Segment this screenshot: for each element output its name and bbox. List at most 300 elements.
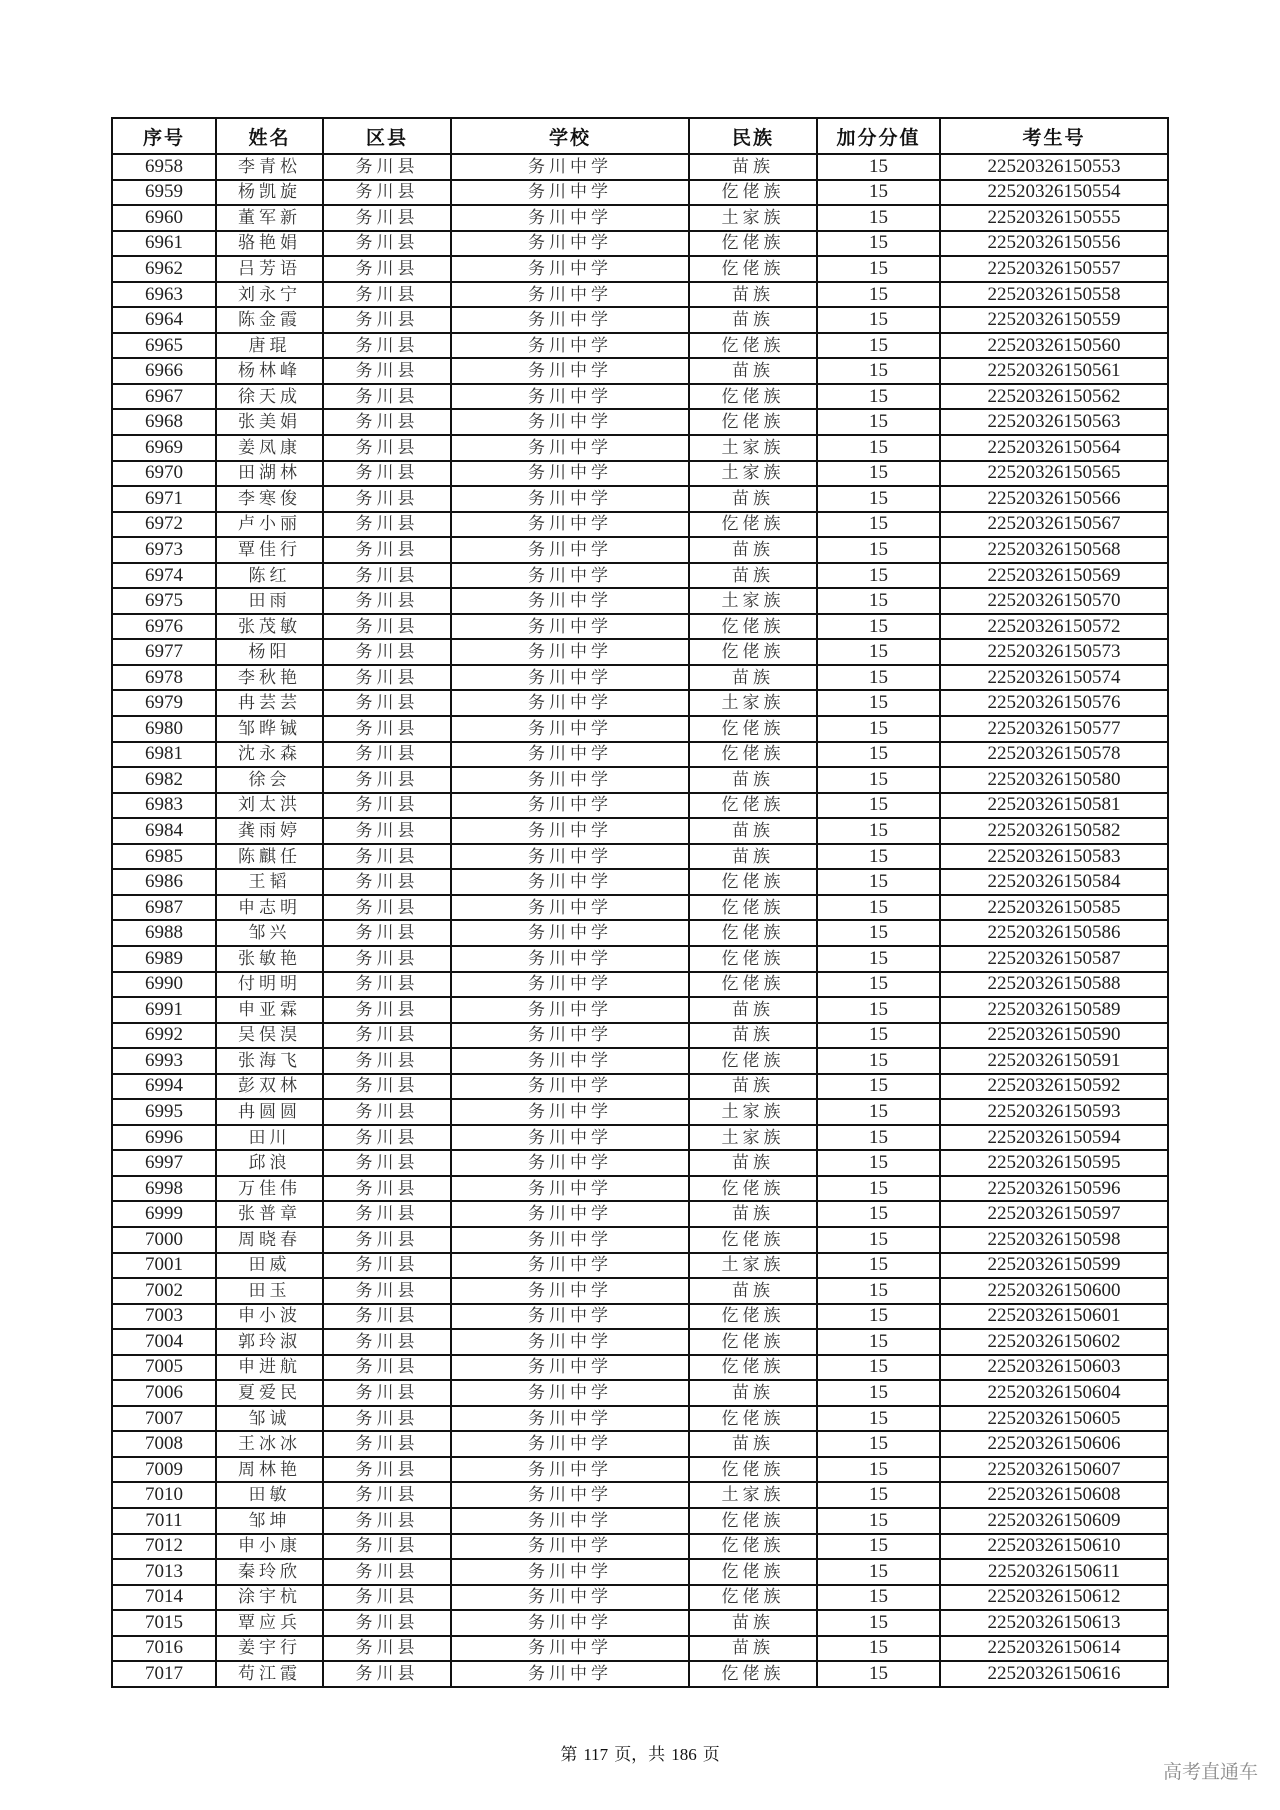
cell-school: 务川中学 (451, 639, 689, 665)
table-row (112, 1023, 1168, 1049)
header-county: 区县 (323, 118, 451, 154)
cell-name: 董军新 (216, 205, 323, 231)
cell-school: 务川中学 (451, 435, 689, 461)
table-body (112, 154, 1168, 1687)
cell-ethnicity: 仡佬族 (689, 1329, 817, 1355)
cell-county: 务川县 (323, 1406, 451, 1432)
cell-county: 务川县 (323, 1636, 451, 1662)
cell-exam-id: 22520326150594 (940, 1125, 1168, 1151)
cell-name: 彭双林 (216, 1074, 323, 1100)
cell-ethnicity: 苗族 (689, 1023, 817, 1049)
cell-school: 务川中学 (451, 614, 689, 640)
cell-ethnicity: 土家族 (689, 588, 817, 614)
cell-name: 张普章 (216, 1201, 323, 1227)
cell-exam-id: 22520326150588 (940, 972, 1168, 998)
cell-bonus: 15 (817, 486, 940, 512)
cell-school: 务川中学 (451, 1534, 689, 1560)
cell-county: 务川县 (323, 1585, 451, 1611)
cell-ethnicity: 仡佬族 (689, 639, 817, 665)
table-row (112, 563, 1168, 589)
table-row (112, 818, 1168, 844)
cell-ethnicity: 苗族 (689, 563, 817, 589)
cell-seq: 7000 (112, 1227, 216, 1253)
cell-name: 秦玲欣 (216, 1559, 323, 1585)
cell-school: 务川中学 (451, 1253, 689, 1279)
cell-county: 务川县 (323, 588, 451, 614)
cell-county: 务川县 (323, 1534, 451, 1560)
cell-bonus: 15 (817, 1661, 940, 1687)
table-row (112, 1585, 1168, 1611)
cell-county: 务川县 (323, 231, 451, 257)
cell-ethnicity: 苗族 (689, 1610, 817, 1636)
cell-county: 务川县 (323, 1023, 451, 1049)
table-row (112, 1559, 1168, 1585)
cell-exam-id: 22520326150599 (940, 1253, 1168, 1279)
cell-ethnicity: 仡佬族 (689, 409, 817, 435)
current-page: 117 (583, 1745, 609, 1764)
cell-exam-id: 22520326150555 (940, 205, 1168, 231)
cell-seq: 6998 (112, 1176, 216, 1202)
table-row (112, 180, 1168, 206)
cell-seq: 6983 (112, 793, 216, 819)
cell-school: 务川中学 (451, 1278, 689, 1304)
cell-exam-id: 22520326150565 (940, 461, 1168, 487)
cell-county: 务川县 (323, 384, 451, 410)
cell-ethnicity: 仡佬族 (689, 384, 817, 410)
table-row (112, 1661, 1168, 1687)
cell-county: 务川县 (323, 1253, 451, 1279)
table-row (112, 1099, 1168, 1125)
table-row (112, 614, 1168, 640)
table-row (112, 1150, 1168, 1176)
cell-seq: 6976 (112, 614, 216, 640)
cell-ethnicity: 仡佬族 (689, 333, 817, 359)
cell-seq: 6966 (112, 358, 216, 384)
cell-school: 务川中学 (451, 818, 689, 844)
cell-school: 务川中学 (451, 1201, 689, 1227)
cell-exam-id: 22520326150558 (940, 282, 1168, 308)
cell-county: 务川县 (323, 409, 451, 435)
cell-exam-id: 22520326150583 (940, 844, 1168, 870)
cell-exam-id: 22520326150592 (940, 1074, 1168, 1100)
cell-county: 务川县 (323, 435, 451, 461)
cell-school: 务川中学 (451, 1099, 689, 1125)
cell-name: 李秋艳 (216, 665, 323, 691)
cell-bonus: 15 (817, 1534, 940, 1560)
cell-seq: 7004 (112, 1329, 216, 1355)
header-seq: 序号 (112, 118, 216, 154)
cell-seq: 7015 (112, 1610, 216, 1636)
cell-seq: 6990 (112, 972, 216, 998)
cell-seq: 7014 (112, 1585, 216, 1611)
header-ethnicity: 民族 (689, 118, 817, 154)
table-row (112, 384, 1168, 410)
cell-seq: 6979 (112, 690, 216, 716)
table-row (112, 512, 1168, 538)
cell-county: 务川县 (323, 1329, 451, 1355)
table-row (112, 307, 1168, 333)
cell-seq: 6978 (112, 665, 216, 691)
cell-seq: 6965 (112, 333, 216, 359)
cell-seq: 6964 (112, 307, 216, 333)
cell-school: 务川中学 (451, 1559, 689, 1585)
cell-seq: 7016 (112, 1636, 216, 1662)
cell-county: 务川县 (323, 1099, 451, 1125)
cell-exam-id: 22520326150611 (940, 1559, 1168, 1585)
cell-name: 龚雨婷 (216, 818, 323, 844)
cell-seq: 6958 (112, 154, 216, 180)
cell-ethnicity: 仡佬族 (689, 1534, 817, 1560)
cell-exam-id: 22520326150596 (940, 1176, 1168, 1202)
cell-seq: 7008 (112, 1431, 216, 1457)
cell-school: 务川中学 (451, 1023, 689, 1049)
cell-ethnicity: 苗族 (689, 1150, 817, 1176)
cell-county: 务川县 (323, 895, 451, 921)
cell-name: 刘永宁 (216, 282, 323, 308)
cell-school: 务川中学 (451, 512, 689, 538)
cell-county: 务川县 (323, 1380, 451, 1406)
table-row (112, 1610, 1168, 1636)
cell-seq: 7012 (112, 1534, 216, 1560)
cell-seq: 7007 (112, 1406, 216, 1432)
table-row (112, 997, 1168, 1023)
cell-school: 务川中学 (451, 231, 689, 257)
cell-school: 务川中学 (451, 1406, 689, 1432)
cell-seq: 6968 (112, 409, 216, 435)
table-row (112, 1329, 1168, 1355)
cell-name: 覃应兵 (216, 1610, 323, 1636)
table-row (112, 537, 1168, 563)
cell-seq: 7006 (112, 1380, 216, 1406)
cell-bonus: 15 (817, 1201, 940, 1227)
cell-exam-id: 22520326150607 (940, 1457, 1168, 1483)
cell-ethnicity: 苗族 (689, 537, 817, 563)
cell-name: 唐琨 (216, 333, 323, 359)
cell-exam-id: 22520326150610 (940, 1534, 1168, 1560)
cell-name: 邹晔铖 (216, 716, 323, 742)
cell-ethnicity: 土家族 (689, 1099, 817, 1125)
cell-ethnicity: 苗族 (689, 358, 817, 384)
cell-school: 务川中学 (451, 154, 689, 180)
cell-school: 务川中学 (451, 409, 689, 435)
cell-school: 务川中学 (451, 767, 689, 793)
cell-ethnicity: 仡佬族 (689, 1176, 817, 1202)
cell-school: 务川中学 (451, 1150, 689, 1176)
cell-bonus: 15 (817, 512, 940, 538)
cell-bonus: 15 (817, 844, 940, 870)
cell-bonus: 15 (817, 1150, 940, 1176)
cell-county: 务川县 (323, 486, 451, 512)
cell-school: 务川中学 (451, 665, 689, 691)
cell-seq: 6980 (112, 716, 216, 742)
cell-county: 务川县 (323, 1457, 451, 1483)
cell-county: 务川县 (323, 358, 451, 384)
cell-bonus: 15 (817, 1610, 940, 1636)
cell-exam-id: 22520326150570 (940, 588, 1168, 614)
candidate-table (111, 117, 1169, 1688)
cell-county: 务川县 (323, 1150, 451, 1176)
cell-bonus: 15 (817, 537, 940, 563)
cell-school: 务川中学 (451, 1048, 689, 1074)
table-row (112, 690, 1168, 716)
cell-seq: 6988 (112, 920, 216, 946)
cell-bonus: 15 (817, 665, 940, 691)
cell-ethnicity: 土家族 (689, 690, 817, 716)
table-row (112, 1508, 1168, 1534)
cell-county: 务川县 (323, 461, 451, 487)
table-row (112, 1201, 1168, 1227)
cell-name: 徐会 (216, 767, 323, 793)
cell-county: 务川县 (323, 333, 451, 359)
table-row (112, 1048, 1168, 1074)
cell-seq: 6984 (112, 818, 216, 844)
cell-county: 务川县 (323, 716, 451, 742)
cell-county: 务川县 (323, 180, 451, 206)
cell-ethnicity: 仡佬族 (689, 231, 817, 257)
cell-name: 杨林峰 (216, 358, 323, 384)
table-row (112, 358, 1168, 384)
cell-county: 务川县 (323, 767, 451, 793)
cell-county: 务川县 (323, 1355, 451, 1381)
cell-exam-id: 22520326150586 (940, 920, 1168, 946)
cell-school: 务川中学 (451, 1482, 689, 1508)
cell-name: 陈金霞 (216, 307, 323, 333)
cell-school: 务川中学 (451, 920, 689, 946)
cell-name: 陈红 (216, 563, 323, 589)
cell-ethnicity: 土家族 (689, 435, 817, 461)
cell-exam-id: 22520326150581 (940, 793, 1168, 819)
cell-name: 申亚霖 (216, 997, 323, 1023)
cell-county: 务川县 (323, 997, 451, 1023)
cell-exam-id: 22520326150554 (940, 180, 1168, 206)
cell-bonus: 15 (817, 435, 940, 461)
cell-ethnicity: 苗族 (689, 486, 817, 512)
table-row (112, 665, 1168, 691)
cell-county: 务川县 (323, 1508, 451, 1534)
table-row (112, 1125, 1168, 1151)
cell-name: 姜凤康 (216, 435, 323, 461)
cell-seq: 6969 (112, 435, 216, 461)
cell-ethnicity: 仡佬族 (689, 1304, 817, 1330)
cell-bonus: 15 (817, 1023, 940, 1049)
cell-ethnicity: 土家族 (689, 1125, 817, 1151)
cell-exam-id: 22520326150560 (940, 333, 1168, 359)
cell-bonus: 15 (817, 409, 940, 435)
cell-name: 邹坤 (216, 1508, 323, 1534)
table-row (112, 205, 1168, 231)
table-row (112, 742, 1168, 768)
cell-county: 务川县 (323, 1482, 451, 1508)
table-row (112, 920, 1168, 946)
cell-bonus: 15 (817, 1406, 940, 1432)
cell-bonus: 15 (817, 920, 940, 946)
header-bonus: 加分分值 (817, 118, 940, 154)
cell-seq: 6974 (112, 563, 216, 589)
cell-school: 务川中学 (451, 946, 689, 972)
cell-exam-id: 22520326150605 (940, 1406, 1168, 1432)
cell-ethnicity: 仡佬族 (689, 1457, 817, 1483)
cell-name: 申志明 (216, 895, 323, 921)
cell-school: 务川中学 (451, 716, 689, 742)
cell-seq: 6973 (112, 537, 216, 563)
cell-ethnicity: 仡佬族 (689, 1227, 817, 1253)
cell-ethnicity: 仡佬族 (689, 1355, 817, 1381)
cell-bonus: 15 (817, 231, 940, 257)
cell-county: 务川县 (323, 1176, 451, 1202)
cell-ethnicity: 仡佬族 (689, 1661, 817, 1687)
cell-ethnicity: 苗族 (689, 1431, 817, 1457)
cell-ethnicity: 苗族 (689, 1636, 817, 1662)
cell-county: 务川县 (323, 1125, 451, 1151)
cell-bonus: 15 (817, 1636, 940, 1662)
cell-name: 骆艳娟 (216, 231, 323, 257)
cell-name: 徐天成 (216, 384, 323, 410)
cell-bonus: 15 (817, 1457, 940, 1483)
table-row (112, 793, 1168, 819)
cell-name: 田玉 (216, 1278, 323, 1304)
cell-exam-id: 22520326150612 (940, 1585, 1168, 1611)
cell-seq: 6993 (112, 1048, 216, 1074)
cell-bonus: 15 (817, 793, 940, 819)
cell-county: 务川县 (323, 205, 451, 231)
cell-exam-id: 22520326150590 (940, 1023, 1168, 1049)
cell-seq: 7005 (112, 1355, 216, 1381)
cell-school: 务川中学 (451, 1125, 689, 1151)
cell-name: 王冰冰 (216, 1431, 323, 1457)
cell-county: 务川县 (323, 1201, 451, 1227)
cell-name: 李寒俊 (216, 486, 323, 512)
cell-seq: 6999 (112, 1201, 216, 1227)
cell-ethnicity: 仡佬族 (689, 972, 817, 998)
table-row (112, 1278, 1168, 1304)
cell-county: 务川县 (323, 1610, 451, 1636)
cell-bonus: 15 (817, 563, 940, 589)
cell-bonus: 15 (817, 1585, 940, 1611)
cell-exam-id: 22520326150568 (940, 537, 1168, 563)
cell-school: 务川中学 (451, 1329, 689, 1355)
cell-bonus: 15 (817, 282, 940, 308)
table-row (112, 1253, 1168, 1279)
cell-seq: 6959 (112, 180, 216, 206)
cell-school: 务川中学 (451, 205, 689, 231)
table-row (112, 895, 1168, 921)
cell-name: 李青松 (216, 154, 323, 180)
cell-ethnicity: 苗族 (689, 665, 817, 691)
cell-county: 务川县 (323, 154, 451, 180)
cell-school: 务川中学 (451, 1074, 689, 1100)
cell-ethnicity: 土家族 (689, 1253, 817, 1279)
table-row (112, 1304, 1168, 1330)
cell-seq: 6981 (112, 742, 216, 768)
cell-school: 务川中学 (451, 563, 689, 589)
page-mid: 页，共 (614, 1745, 666, 1764)
table-row (112, 1355, 1168, 1381)
cell-county: 务川县 (323, 537, 451, 563)
cell-seq: 6987 (112, 895, 216, 921)
cell-bonus: 15 (817, 461, 940, 487)
cell-ethnicity: 仡佬族 (689, 1585, 817, 1611)
cell-school: 务川中学 (451, 384, 689, 410)
cell-ethnicity: 仡佬族 (689, 1508, 817, 1534)
table-row (112, 1482, 1168, 1508)
table-header (112, 118, 1168, 154)
cell-seq: 7003 (112, 1304, 216, 1330)
cell-school: 务川中学 (451, 869, 689, 895)
cell-seq: 7002 (112, 1278, 216, 1304)
cell-school: 务川中学 (451, 972, 689, 998)
cell-bonus: 15 (817, 1431, 940, 1457)
cell-exam-id: 22520326150572 (940, 614, 1168, 640)
cell-ethnicity: 仡佬族 (689, 614, 817, 640)
cell-bonus: 15 (817, 818, 940, 844)
table-row (112, 1380, 1168, 1406)
cell-bonus: 15 (817, 767, 940, 793)
cell-bonus: 15 (817, 1227, 940, 1253)
table-row (112, 1176, 1168, 1202)
cell-bonus: 15 (817, 1099, 940, 1125)
cell-exam-id: 22520326150567 (940, 512, 1168, 538)
cell-exam-id: 22520326150609 (940, 1508, 1168, 1534)
cell-bonus: 15 (817, 716, 940, 742)
cell-ethnicity: 苗族 (689, 997, 817, 1023)
cell-school: 务川中学 (451, 1431, 689, 1457)
cell-school: 务川中学 (451, 997, 689, 1023)
cell-seq: 7017 (112, 1661, 216, 1687)
cell-exam-id: 22520326150589 (940, 997, 1168, 1023)
cell-bonus: 15 (817, 1048, 940, 1074)
cell-school: 务川中学 (451, 1585, 689, 1611)
cell-exam-id: 22520326150584 (940, 869, 1168, 895)
cell-exam-id: 22520326150578 (940, 742, 1168, 768)
cell-school: 务川中学 (451, 895, 689, 921)
cell-name: 姜宇行 (216, 1636, 323, 1662)
cell-seq: 6977 (112, 639, 216, 665)
cell-ethnicity: 仡佬族 (689, 180, 817, 206)
cell-name: 申小康 (216, 1534, 323, 1560)
table-row (112, 256, 1168, 282)
table-row (112, 1636, 1168, 1662)
cell-school: 务川中学 (451, 1636, 689, 1662)
cell-school: 务川中学 (451, 282, 689, 308)
cell-county: 务川县 (323, 946, 451, 972)
cell-name: 邱浪 (216, 1150, 323, 1176)
cell-bonus: 15 (817, 1559, 940, 1585)
cell-name: 付明明 (216, 972, 323, 998)
cell-county: 务川县 (323, 793, 451, 819)
cell-bonus: 15 (817, 1074, 940, 1100)
cell-exam-id: 22520326150576 (940, 690, 1168, 716)
cell-bonus: 15 (817, 588, 940, 614)
table-row (112, 946, 1168, 972)
cell-exam-id: 22520326150580 (940, 767, 1168, 793)
cell-ethnicity: 苗族 (689, 1380, 817, 1406)
cell-exam-id: 22520326150564 (940, 435, 1168, 461)
cell-bonus: 15 (817, 1253, 940, 1279)
cell-name: 周林艳 (216, 1457, 323, 1483)
cell-school: 务川中学 (451, 180, 689, 206)
cell-exam-id: 22520326150600 (940, 1278, 1168, 1304)
table-row (112, 1406, 1168, 1432)
cell-school: 务川中学 (451, 333, 689, 359)
cell-seq: 7010 (112, 1482, 216, 1508)
cell-ethnicity: 苗族 (689, 1278, 817, 1304)
cell-bonus: 15 (817, 742, 940, 768)
cell-name: 张茂敏 (216, 614, 323, 640)
table-row (112, 282, 1168, 308)
cell-seq: 6989 (112, 946, 216, 972)
cell-exam-id: 22520326150574 (940, 665, 1168, 691)
cell-name: 邹诚 (216, 1406, 323, 1432)
